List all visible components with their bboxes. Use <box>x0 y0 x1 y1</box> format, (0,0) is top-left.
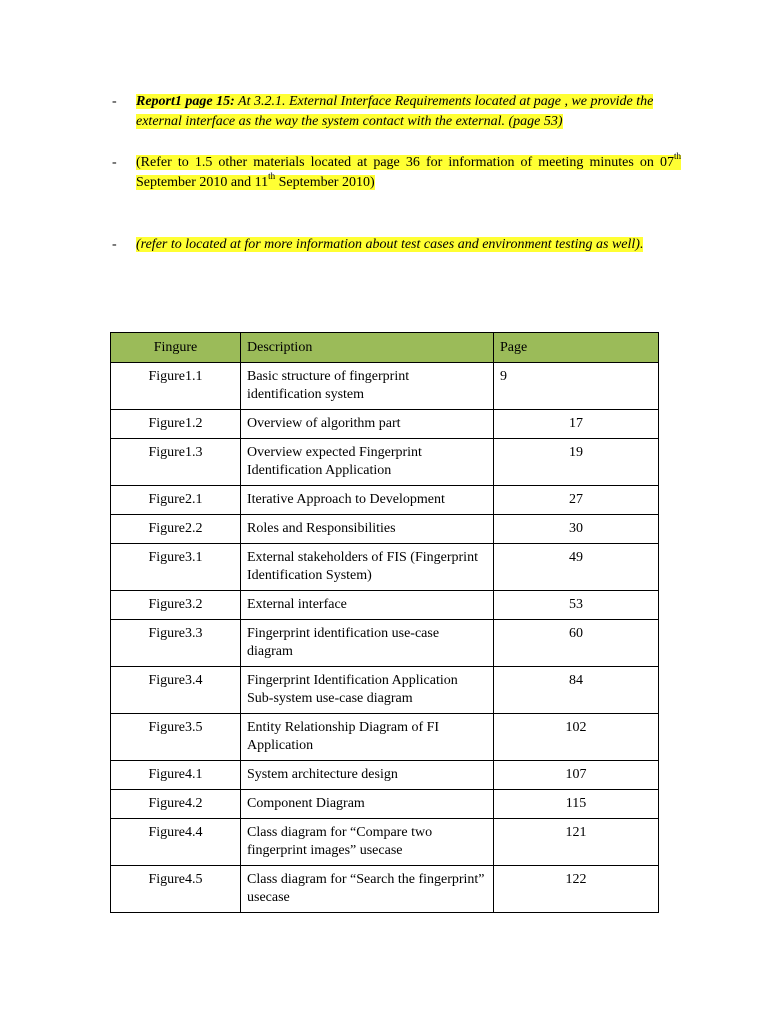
table-row <box>111 515 659 544</box>
cell-description: Iterative Approach to Development <box>241 486 494 515</box>
cell-page: 122 <box>494 866 659 913</box>
table-row <box>111 439 659 486</box>
cell-figure: Figure1.1 <box>111 363 241 410</box>
cell-figure: Figure3.4 <box>111 667 241 714</box>
cell-figure: Figure2.1 <box>111 486 241 515</box>
cell-page: 9 <box>494 363 659 410</box>
cell-page: 102 <box>494 714 659 761</box>
bullet-list <box>112 92 681 252</box>
cell-page: 49 <box>494 544 659 591</box>
cell-description: System architecture design <box>241 761 494 790</box>
bullet-test-cases <box>112 235 681 255</box>
cell-description: External interface <box>241 591 494 620</box>
header-description: Description <box>241 333 494 363</box>
bullet-refer-meeting <box>112 153 681 193</box>
cell-page: 19 <box>494 439 659 486</box>
bullet-report1 <box>112 92 657 132</box>
cell-description: Roles and Responsibilities <box>241 515 494 544</box>
cell-figure: Figure1.3 <box>111 439 241 486</box>
table-row <box>111 819 659 866</box>
cell-description: Fingerprint identification use-case diagram <box>241 620 494 667</box>
cell-figure: Figure1.2 <box>111 410 241 439</box>
bullet-dash: - <box>112 155 117 170</box>
cell-figure: Figure3.3 <box>111 620 241 667</box>
table-header-row <box>111 333 659 363</box>
sup-th-b: th <box>268 171 276 182</box>
cell-page: 60 <box>494 620 659 667</box>
bullet-dash: - <box>112 94 117 109</box>
cell-figure: Figure3.1 <box>111 544 241 591</box>
cell-page: 115 <box>494 790 659 819</box>
cell-description: Fingerprint Identification Application Sub-system use-case diagram <box>241 667 494 714</box>
cell-figure: Figure3.5 <box>111 714 241 761</box>
cell-figure: Figure4.5 <box>111 866 241 913</box>
bullet-refer-text-b: September 2010 and 11 <box>136 175 269 190</box>
cell-description: Class diagram for “Search the fingerprint” usecase <box>241 866 494 913</box>
bullet-test-cases-text: (refer to located at for more information about test cases and environment testing as well). <box>136 237 644 252</box>
table-row <box>111 544 659 591</box>
cell-figure: Figure4.4 <box>111 819 241 866</box>
bullet-refer-text-a: (Refer to 1.5 other materials located at page 36 for information of meeting minutes on 07 <box>136 155 674 170</box>
header-figure: Fingure <box>111 333 241 363</box>
cell-description: Overview expected Fingerprint Identification Application <box>241 439 494 486</box>
cell-description: Basic structure of fingerprint identification system <box>241 363 494 410</box>
table-row <box>111 761 659 790</box>
cell-figure: Figure2.2 <box>111 515 241 544</box>
bullet-report1-text: At 3.2.1. External Interface Requirements located at page , we provide the external interface as the way the system contact with the external. (page 53) <box>136 94 654 129</box>
cell-page: 17 <box>494 410 659 439</box>
cell-page: 30 <box>494 515 659 544</box>
table-row <box>111 667 659 714</box>
table-row <box>111 486 659 515</box>
table-row <box>111 620 659 667</box>
cell-figure: Figure4.2 <box>111 790 241 819</box>
table-row <box>111 866 659 913</box>
cell-page: 121 <box>494 819 659 866</box>
table-row <box>111 591 659 620</box>
bullet-report1-bold: Report1 page 15: <box>136 94 235 109</box>
figure-table <box>110 332 659 913</box>
cell-description: Entity Relationship Diagram of FI Application <box>241 714 494 761</box>
cell-page: 27 <box>494 486 659 515</box>
cell-description: Component Diagram <box>241 790 494 819</box>
cell-page: 84 <box>494 667 659 714</box>
table-row <box>111 363 659 410</box>
cell-figure: Figure4.1 <box>111 761 241 790</box>
table-row <box>111 714 659 761</box>
cell-figure: Figure3.2 <box>111 591 241 620</box>
bullet-dash: - <box>112 237 117 252</box>
header-page: Page <box>494 333 659 363</box>
cell-description: External stakeholders of FIS (Fingerprint Identification System) <box>241 544 494 591</box>
cell-description: Overview of algorithm part <box>241 410 494 439</box>
cell-description: Class diagram for “Compare two fingerprint images” usecase <box>241 819 494 866</box>
table-row <box>111 790 659 819</box>
cell-page: 53 <box>494 591 659 620</box>
sup-th-a: th <box>673 151 681 162</box>
cell-page: 107 <box>494 761 659 790</box>
bullet-refer-text-c: September 2010) <box>275 175 375 190</box>
table-row <box>111 410 659 439</box>
